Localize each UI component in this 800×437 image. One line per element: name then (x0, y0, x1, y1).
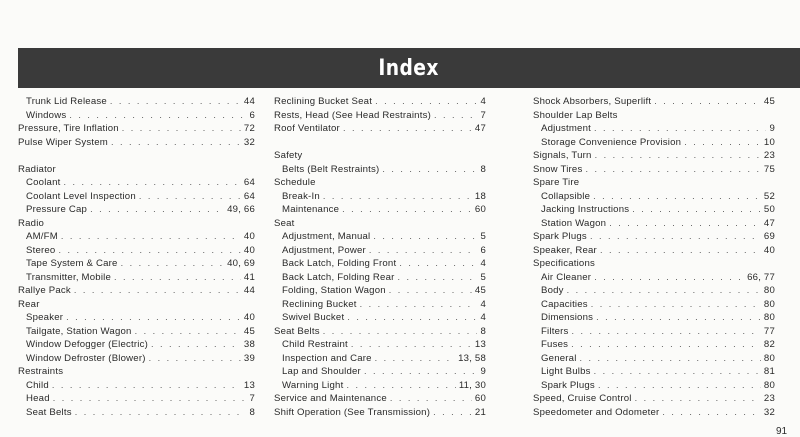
entry-label: Coolant Level Inspection (26, 190, 136, 202)
dot-leader (75, 406, 247, 420)
entry-label: Pressure, Tire Inflation (18, 123, 119, 134)
entry-label: General (541, 352, 577, 364)
entry-label: Break-In (282, 190, 320, 202)
entry-page-number: 23 (763, 393, 775, 404)
index-heading (533, 176, 775, 190)
index-entry (274, 95, 486, 109)
entry-page-number: 44 (243, 96, 255, 107)
index-entry (274, 365, 486, 379)
index-entry (274, 244, 486, 258)
entry-page-number: 41 (243, 271, 255, 283)
index-entry (274, 352, 486, 366)
entry-label: Maintenance (282, 204, 340, 215)
dot-leader (596, 311, 761, 325)
entry-page-number: 11, 30 (458, 379, 486, 391)
entry-label: Back Latch, Folding Rear (282, 271, 395, 283)
dot-leader (594, 122, 766, 136)
entry-page-number: 13, 58 (458, 352, 486, 364)
dot-leader (52, 379, 241, 393)
dot-leader (595, 149, 761, 163)
dot-leader (74, 284, 241, 298)
index-entry (274, 379, 486, 393)
entry-label: Back Latch, Folding Front (282, 258, 397, 269)
entry-label: Snow Tires (533, 163, 583, 175)
entry-page-number: 72 (243, 123, 255, 134)
entry-page-number: 10 (763, 136, 775, 148)
dot-leader (635, 392, 761, 406)
entry-label: Child Restraint (282, 339, 348, 350)
entry-page-number: 40 (243, 231, 255, 242)
entry-page-number: 69 (763, 231, 775, 242)
index-entry (274, 392, 486, 406)
entry-page-number: 4 (480, 96, 486, 107)
index-entry (533, 379, 775, 393)
index-entry (18, 392, 255, 406)
index-heading (274, 149, 486, 163)
entry-page-number: 9 (769, 123, 775, 134)
index-entry (18, 109, 255, 123)
entry-label: Warning Light (282, 379, 344, 391)
index-entry (18, 176, 255, 190)
dot-leader (373, 230, 477, 244)
index-heading (533, 257, 775, 271)
entry-page-number: 45 (243, 325, 255, 337)
index-heading (18, 163, 255, 177)
index-entry (533, 325, 775, 339)
entry-page-number: 38 (243, 339, 255, 350)
index-entry (18, 136, 255, 150)
entry-label: Speedometer and Odometer (533, 406, 660, 418)
entry-label: Adjustment (541, 123, 591, 134)
index-entry (18, 284, 255, 298)
entry-label: Reclining Bucket (282, 298, 357, 310)
entry-page-number: 52 (763, 190, 775, 202)
dot-leader (63, 176, 240, 190)
dot-leader (433, 406, 472, 420)
entry-label: Filters (541, 325, 569, 337)
index-entry (18, 230, 255, 244)
dot-leader (151, 338, 241, 352)
entry-label: Transmitter, Mobile (26, 271, 112, 283)
index-entry (274, 190, 486, 204)
index-entry (274, 163, 486, 177)
dot-leader (593, 190, 761, 204)
entry-label: Adjustment, Power (282, 244, 366, 256)
index-column-2 (274, 95, 486, 419)
entry-label: Inspection and Care (282, 352, 372, 364)
entry-label: Rear (18, 298, 40, 310)
entry-label: Seat (274, 217, 295, 229)
index-entry (274, 109, 486, 123)
index-column-3 (533, 95, 775, 419)
index-entry (533, 298, 775, 312)
dot-leader (567, 284, 761, 298)
dot-leader (632, 203, 761, 217)
entry-page-number: 80 (763, 352, 775, 364)
dot-leader (434, 109, 477, 123)
entry-page-number: 40 (763, 244, 775, 256)
index-entry (18, 352, 255, 366)
entry-label: Service and Maintenance (274, 393, 387, 404)
dot-leader (594, 271, 744, 285)
index-entry (18, 379, 255, 393)
index-heading (18, 217, 255, 231)
dot-leader (399, 257, 477, 271)
dot-leader (598, 379, 761, 393)
entry-label: Child (26, 379, 49, 391)
entry-page-number: 45 (474, 285, 486, 296)
index-entry (533, 406, 775, 420)
index-heading (18, 365, 255, 379)
dot-leader (58, 244, 240, 258)
entry-label: Restraints (18, 366, 64, 377)
index-entry (18, 311, 255, 325)
entry-page-number: 80 (763, 312, 775, 323)
dot-leader (66, 311, 241, 325)
index-entry (533, 284, 775, 298)
dot-leader (684, 136, 761, 150)
entry-label: Schedule (274, 177, 316, 188)
dot-leader (69, 109, 246, 123)
index-entry (274, 122, 486, 136)
dot-leader (121, 257, 225, 271)
entry-page-number: 60 (474, 204, 486, 215)
dot-leader (90, 203, 224, 217)
dot-leader (110, 95, 241, 109)
index-title-banner (18, 48, 800, 88)
entry-label: Rallye Pack (18, 285, 71, 296)
entry-label: Window Defroster (Blower) (26, 352, 146, 364)
entry-label: Capacities (541, 298, 588, 310)
entry-page-number: 64 (243, 190, 255, 202)
entry-label: Air Cleaner (541, 271, 592, 283)
entry-page-number: 64 (243, 177, 255, 188)
index-entry (18, 271, 255, 285)
entry-label: Specifications (533, 258, 595, 269)
index-entry (18, 325, 255, 339)
entry-page-number: 5 (480, 271, 486, 283)
entry-page-number: 4 (480, 258, 486, 269)
entry-page-number: 44 (243, 285, 255, 296)
index-entry (533, 365, 775, 379)
dot-leader (347, 311, 477, 325)
entry-page-number: 21 (474, 406, 486, 418)
entry-label: Adjustment, Manual (282, 231, 371, 242)
entry-label: Collapsible (541, 190, 591, 202)
index-entry (533, 95, 775, 109)
dot-leader (654, 95, 761, 109)
entry-label: Pulse Wiper System (18, 136, 108, 148)
dot-leader (343, 122, 472, 136)
entry-page-number: 40 (243, 244, 255, 256)
entry-page-number: 60 (474, 393, 486, 404)
page-title: Index (378, 55, 440, 81)
index-heading (533, 109, 775, 123)
entry-label: Roof Ventilator (274, 123, 340, 134)
entry-label: Safety (274, 150, 303, 161)
index-entry (18, 190, 255, 204)
index-entry (533, 163, 775, 177)
entry-label: Speaker, Rear (533, 244, 597, 256)
dot-leader (342, 203, 472, 217)
dot-leader (398, 271, 478, 285)
dot-leader (375, 352, 455, 366)
index-entry (533, 203, 775, 217)
entry-label: Shock Absorbers, Superlift (533, 96, 652, 107)
entry-page-number: 80 (763, 285, 775, 296)
entry-page-number: 4 (480, 312, 486, 323)
index-entry (274, 230, 486, 244)
entry-page-number: 32 (243, 136, 255, 148)
index-heading (18, 298, 255, 312)
index-entry (18, 257, 255, 271)
entry-label: Speed, Cruise Control (533, 393, 632, 404)
index-heading (274, 217, 486, 231)
entry-page-number: 13 (474, 339, 486, 350)
dot-leader (389, 284, 472, 298)
dot-leader (600, 244, 761, 258)
dot-leader (351, 338, 472, 352)
dot-leader (360, 298, 478, 312)
entry-label: Windows (26, 109, 67, 121)
entry-label: Spark Plugs (541, 379, 595, 391)
index-entry (533, 244, 775, 258)
entry-page-number: 7 (480, 109, 486, 121)
entry-label: Window Defogger (Electric) (26, 339, 148, 350)
entry-label: Reclining Bucket Seat (274, 96, 373, 107)
page-number: 91 (776, 426, 788, 437)
index-entry (274, 257, 486, 271)
entry-page-number: 39 (243, 352, 255, 364)
dot-leader (594, 365, 761, 379)
dot-leader (139, 190, 241, 204)
entry-page-number: 23 (763, 150, 775, 161)
index-entry (18, 203, 255, 217)
entry-label: Belts (Belt Restraints) (282, 163, 380, 175)
dot-leader (382, 163, 477, 177)
entry-label: Fuses (541, 339, 569, 350)
dot-leader (111, 136, 241, 150)
dot-leader (375, 95, 477, 109)
entry-label: Spark Plugs (533, 231, 587, 242)
index-entry (274, 338, 486, 352)
entry-label: Speaker (26, 312, 64, 323)
index-entry (274, 284, 486, 298)
index-entry (533, 190, 775, 204)
entry-label: Body (541, 285, 564, 296)
entry-label: Light Bulbs (541, 366, 591, 377)
index-column-1 (18, 95, 255, 419)
entry-page-number: 49, 66 (227, 204, 255, 215)
dot-leader (571, 338, 761, 352)
entry-page-number: 8 (480, 325, 486, 337)
entry-page-number: 47 (763, 217, 775, 229)
entry-page-number: 9 (480, 366, 486, 377)
entry-label: Lap and Shoulder (282, 366, 361, 377)
dot-leader (323, 190, 472, 204)
entry-label: Folding, Station Wagon (282, 285, 386, 296)
entry-label: AM/FM (26, 231, 58, 242)
entry-label: Stereo (26, 244, 56, 256)
entry-label: Swivel Bucket (282, 312, 345, 323)
index-entry (18, 406, 255, 420)
index-entry (18, 95, 255, 109)
entry-page-number: 66, 77 (747, 271, 775, 283)
index-entry (533, 149, 775, 163)
dot-leader (572, 325, 761, 339)
entry-page-number: 32 (763, 406, 775, 418)
index-entry (533, 230, 775, 244)
index-entry (533, 136, 775, 150)
index-entry (533, 311, 775, 325)
entry-page-number: 40, 69 (227, 258, 255, 269)
entry-page-number: 82 (763, 339, 775, 350)
dot-leader (590, 230, 761, 244)
entry-label: Coolant (26, 177, 61, 188)
entry-page-number: 8 (480, 163, 486, 175)
dot-leader (346, 379, 455, 393)
dot-leader (390, 392, 472, 406)
entry-label: Signals, Turn (533, 150, 592, 161)
entry-page-number: 4 (480, 298, 486, 310)
index-entry (274, 325, 486, 339)
entry-label: Trunk Lid Release (26, 96, 107, 107)
entry-label: Jacking Instructions (541, 204, 630, 215)
entry-label: Storage Convenience Provision (541, 136, 682, 148)
index-entry (533, 338, 775, 352)
index-entry (274, 203, 486, 217)
dot-leader (591, 298, 761, 312)
entry-page-number: 47 (474, 123, 486, 134)
dot-leader (323, 325, 478, 339)
entry-label: Shoulder Lap Belts (533, 109, 618, 121)
index-entry (533, 392, 775, 406)
dot-leader (580, 352, 761, 366)
entry-page-number: 6 (249, 109, 255, 121)
entry-page-number: 40 (243, 312, 255, 323)
entry-label: Dimensions (541, 312, 594, 323)
dot-leader (369, 244, 478, 258)
entry-label: Rests, Head (See Head Restraints) (274, 109, 431, 121)
entry-page-number: 13 (243, 379, 255, 391)
entry-label: Pressure Cap (26, 204, 88, 215)
entry-page-number: 80 (763, 298, 775, 310)
entry-label: Tailgate, Station Wagon (26, 325, 132, 337)
entry-label: Seat Belts (274, 325, 320, 337)
dot-leader (364, 365, 478, 379)
dot-leader (122, 122, 241, 136)
dot-leader (135, 325, 241, 339)
entry-label: Seat Belts (26, 406, 72, 418)
index-entry (18, 338, 255, 352)
entry-page-number: 81 (763, 366, 775, 377)
dot-leader (53, 392, 247, 406)
entry-page-number: 5 (480, 231, 486, 242)
dot-leader (585, 163, 760, 177)
entry-page-number: 80 (763, 379, 775, 391)
entry-page-number: 6 (480, 244, 486, 256)
entry-page-number: 18 (474, 190, 486, 202)
entry-label: Radiator (18, 163, 56, 175)
index-entry (533, 217, 775, 231)
entry-page-number: 50 (763, 204, 775, 215)
index-entry (18, 122, 255, 136)
index-heading (274, 176, 486, 190)
entry-page-number: 7 (249, 393, 255, 404)
index-entry (533, 271, 775, 285)
entry-label: Radio (18, 217, 45, 229)
entry-label: Station Wagon (541, 217, 607, 229)
index-entry (274, 271, 486, 285)
index-entry (18, 244, 255, 258)
index-entry (274, 406, 486, 420)
entry-label: Shift Operation (See Transmission) (274, 406, 431, 418)
dot-leader (61, 230, 241, 244)
dot-leader (149, 352, 241, 366)
entry-page-number: 45 (763, 96, 775, 107)
index-entry (274, 298, 486, 312)
dot-leader (662, 406, 761, 420)
entry-page-number: 8 (249, 406, 255, 418)
index-entry (533, 352, 775, 366)
index-entry (274, 311, 486, 325)
entry-label: Spare Tire (533, 177, 580, 188)
entry-label: Head (26, 393, 50, 404)
entry-page-number: 75 (763, 163, 775, 175)
entry-label: Tape System & Care (26, 258, 118, 269)
dot-leader (114, 271, 241, 285)
index-entry (533, 122, 775, 136)
dot-leader (609, 217, 761, 231)
entry-page-number: 77 (763, 325, 775, 337)
